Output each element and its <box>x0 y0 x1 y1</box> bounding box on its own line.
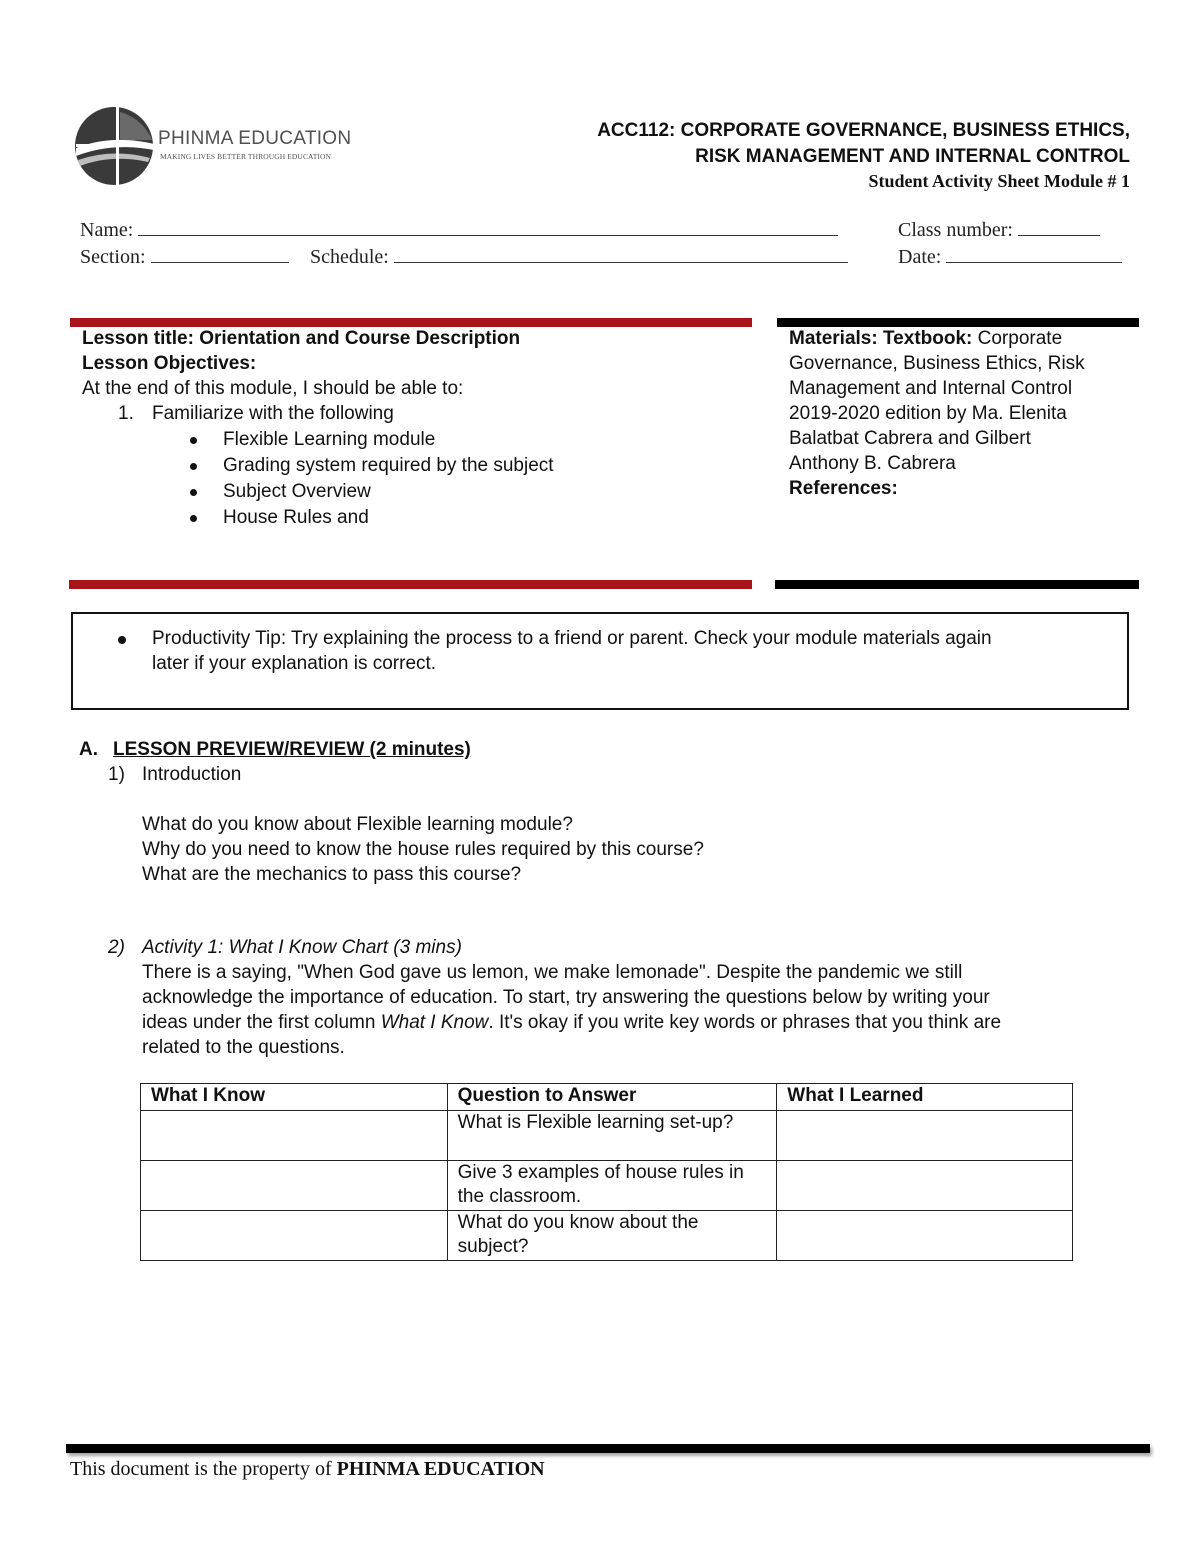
schedule-label: Schedule: <box>310 246 389 268</box>
logo-tagline: MAKING LIVES BETTER THROUGH EDUCATION <box>160 152 332 161</box>
intro-questions <box>142 812 704 887</box>
question-cell: What is Flexible learning set-up? <box>447 1111 777 1161</box>
table-header-cell: What I Know <box>141 1084 448 1111</box>
name-field[interactable] <box>80 218 838 242</box>
tip-label: Productivity Tip: <box>152 628 287 649</box>
date-blank[interactable] <box>946 245 1122 263</box>
paragraph-line: acknowledge the importance of education. To start, try answering the questions below by writing your <box>142 987 990 1008</box>
date-field[interactable] <box>898 245 1122 269</box>
lesson-block <box>82 326 752 530</box>
question-cell: What do you know about the subject? <box>447 1211 777 1261</box>
table-header-cell: Question to Answer <box>447 1084 777 1111</box>
sub-item-text: House Rules and <box>223 507 369 528</box>
question-line: What are the mechanics to pass this course? <box>142 864 522 885</box>
section-field[interactable] <box>80 245 289 269</box>
materials-text-start: Corporate <box>977 328 1063 349</box>
footer-brand: PHINMA EDUCATION <box>336 1458 545 1480</box>
class-number-blank[interactable] <box>1018 218 1100 236</box>
question-line: What do you know about Flexible learning module? <box>142 814 573 835</box>
materials-label: Materials: <box>789 328 878 349</box>
lesson-objectives-label: Lesson Objectives: <box>82 353 257 374</box>
what-i-know-cell[interactable] <box>141 1111 448 1161</box>
question-cell: Give 3 examples of house rules in the classroom. <box>447 1161 777 1211</box>
sub-item-text: Flexible Learning module <box>223 429 436 450</box>
section-blank[interactable] <box>151 245 289 263</box>
materials-text-line: Management and Internal Control <box>789 378 1073 399</box>
paragraph-text: ideas under the first column <box>142 1012 381 1033</box>
objective-item <box>82 401 752 426</box>
section-a-heading: LESSON PREVIEW/REVIEW (2 minutes) <box>113 739 471 760</box>
materials-text-line: Governance, Business Ethics, Risk <box>789 353 1085 374</box>
textbook-label: Textbook: <box>882 328 973 349</box>
tip-text: Try explaining the process to a friend or parent. Check your module materials again <box>291 628 992 649</box>
what-i-learned-cell[interactable] <box>777 1111 1073 1161</box>
question-line: Why do you need to know the house rules required by this course? <box>142 839 704 860</box>
what-i-know-cell[interactable] <box>141 1161 448 1211</box>
bullet-icon <box>190 515 197 522</box>
objective-number: 1. <box>118 403 134 424</box>
what-i-learned-cell[interactable] <box>777 1211 1073 1261</box>
date-label: Date: <box>898 246 942 268</box>
footer-label: This document is the property of <box>70 1458 332 1480</box>
schedule-field[interactable] <box>310 245 848 269</box>
item1-title: Introduction <box>142 764 242 785</box>
name-blank[interactable] <box>138 218 838 236</box>
sheet-title: Student Activity Sheet Module # 1 <box>868 171 1130 191</box>
materials-text-line: 2019-2020 edition by Ma. Elenita <box>789 403 1067 424</box>
list-item <box>223 479 752 504</box>
lesson-bottom-bar <box>69 580 752 589</box>
what-i-learned-cell[interactable] <box>777 1161 1073 1211</box>
course-title-line2: RISK MANAGEMENT AND INTERNAL CONTROL <box>695 146 1130 167</box>
sub-item-text: Grading system required by the subject <box>223 455 554 476</box>
materials-text-line: Anthony B. Cabrera <box>789 453 956 474</box>
lesson-title-text: Orientation and Course Description <box>199 328 521 349</box>
course-title-line1: ACC112: CORPORATE GOVERNANCE, BUSINESS ETHICS, <box>597 120 1130 141</box>
phinma-logo-icon <box>72 104 162 188</box>
class-number-label: Class number: <box>898 219 1013 241</box>
footer-text <box>70 1458 545 1481</box>
item1-number: 1) <box>108 764 125 785</box>
objective-sub-list <box>223 427 752 530</box>
tip-line1 <box>152 626 1127 651</box>
list-item <box>223 427 752 452</box>
materials-block <box>789 326 1139 501</box>
what-i-know-table <box>140 1083 1073 1261</box>
table-row <box>141 1211 1073 1261</box>
tip-line2: later if your explanation is correct. <box>152 653 437 674</box>
lesson-title <box>82 326 752 351</box>
name-label: Name: <box>80 219 134 241</box>
paragraph-line: There is a saying, "When God gave us lemon, we make lemonade". Despite the pandemic we still <box>142 962 963 983</box>
table-row <box>141 1161 1073 1211</box>
bullet-icon <box>190 437 197 444</box>
list-item <box>223 505 752 530</box>
item2-title: Activity 1: What I Know Chart (3 mins) <box>142 937 462 958</box>
bullet-icon <box>118 636 126 644</box>
bullet-icon <box>190 463 197 470</box>
materials-bottom-bar <box>775 580 1139 589</box>
schedule-blank[interactable] <box>394 245 848 263</box>
lesson-intro: At the end of this module, I should be able to: <box>82 378 464 399</box>
table-header-row <box>141 1084 1073 1111</box>
references-label: References: <box>789 478 898 499</box>
logo-name: PHINMA EDUCATION <box>158 128 352 149</box>
materials-text-line: Balatbat Cabrera and Gilbert <box>789 428 1031 449</box>
activity-paragraph <box>142 960 1142 1060</box>
class-number-field[interactable] <box>898 218 1100 242</box>
paragraph-line <box>142 1010 1142 1035</box>
lesson-title-label: Lesson title: <box>82 328 194 349</box>
section-label: Section: <box>80 246 146 268</box>
objective-text: Familiarize with the following <box>152 403 394 424</box>
paragraph-italic-text: What I Know <box>380 1012 489 1033</box>
table-header-cell: What I Learned <box>777 1084 1073 1111</box>
footer-bar <box>66 1444 1150 1453</box>
list-item <box>223 453 752 478</box>
item2-number: 2) <box>108 937 125 958</box>
what-i-know-cell[interactable] <box>141 1211 448 1261</box>
section-a-letter: A. <box>79 739 98 760</box>
paragraph-line: related to the questions. <box>142 1037 345 1058</box>
productivity-tip <box>152 626 1127 676</box>
sub-item-text: Subject Overview <box>223 481 371 502</box>
table-row <box>141 1111 1073 1161</box>
materials-line1 <box>789 326 1139 351</box>
bullet-icon <box>190 489 197 496</box>
paragraph-text: . It's okay if you write key words or phrases that you think are <box>488 1012 1002 1033</box>
